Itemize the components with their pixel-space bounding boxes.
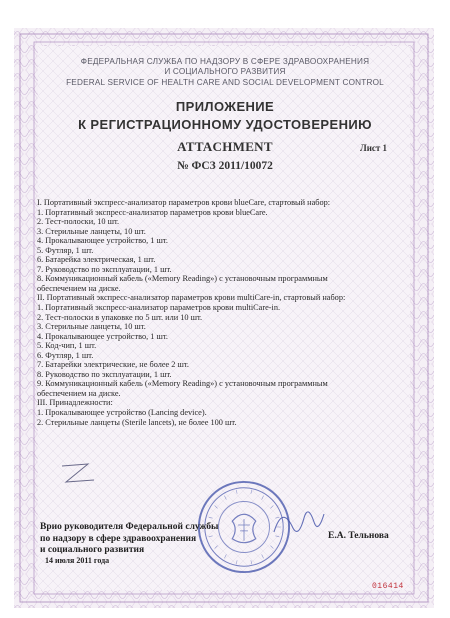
list-item: 2. Тест-полоски, 10 шт.: [37, 217, 120, 227]
list-item: 3. Стерильные ланцеты, 10 шт.: [37, 226, 146, 236]
list-item: 9. Коммуникационный кабель («Memory Reading») с установочным программным: [37, 379, 328, 389]
list-item: III. Принадлежности:: [37, 398, 113, 408]
attachment-label: ATTACHMENT: [177, 139, 273, 154]
issue-date: 14 июля 2011 года: [45, 556, 110, 565]
signatory-title-line3: и социального развития: [40, 545, 145, 555]
list-item: 7. Руководство по эксплуатации, 1 шт.: [37, 264, 172, 274]
signatory-title: [40, 522, 218, 557]
list-item: II. Портативный экспресс-анализатор параметров крови multiCare-in, стартовый набор:: [37, 293, 346, 303]
list-item: 5. Футляр, 1 шт.: [37, 245, 94, 255]
list-item: 4. Прокалывающее устройство, 1 шт.: [37, 236, 168, 246]
serial-number: 016414: [372, 582, 404, 591]
list-item: 7. Батарейки электрические, не более 2 шт.: [37, 360, 189, 370]
list-item: 8. Коммуникационный кабель («Memory Reading») с установочным программным: [37, 274, 328, 284]
registration-number: № ФСЗ 2011/10072: [177, 160, 273, 172]
signer-name: Е.А. Тельнова: [328, 531, 389, 541]
sheet-number: Лист 1: [360, 143, 388, 153]
list-item: 6. Футляр, 1 шт.: [37, 350, 94, 360]
title-line2: К РЕГИСТРАЦИОННОМУ УДОСТОВЕРЕНИЮ: [78, 117, 372, 132]
list-item: I. Портативный экспресс-анализатор параметров крови blueCare, стартовый набор:: [37, 198, 331, 207]
list-item: 1. Портативный экспресс-анализатор параметров крови multiCare-in.: [37, 303, 281, 313]
title-line1: ПРИЛОЖЕНИЕ: [175, 99, 275, 114]
list-item: 2. Тест-полоски в упаковке по 5 шт. или 10 шт.: [37, 312, 203, 322]
agency-name-ru-line2: И СОЦИАЛЬНОГО РАЗВИТИЯ: [164, 67, 286, 76]
list-item: 1. Прокалывающее устройство (Lancing device).: [37, 408, 207, 418]
list-item: 6. Батарейка электрическая, 1 шт.: [37, 255, 156, 265]
list-item: 1. Портативный экспресс-анализатор параметров крови blueCare.: [37, 207, 268, 217]
signatory-title-line1: Врио руководителя Федеральной службы: [40, 522, 219, 532]
contents-list: [37, 198, 412, 427]
agency-name-en: FEDERAL SERVICE OF HEALTH CARE AND SOCIAL DEVELOPMENT CONTROL: [66, 78, 384, 87]
list-item: обеспечением на диске.: [37, 283, 121, 293]
handwritten-signature: [268, 496, 328, 546]
list-item: 4. Прокалывающее устройство, 1 шт.: [37, 331, 168, 341]
list-item: 8. Руководство по эксплуатации, 1 шт.: [37, 369, 172, 379]
agency-name-ru-line1: ФЕДЕРАЛЬНАЯ СЛУЖБА ПО НАДЗОРУ В СФЕРЕ ЗДРАВООХРАНЕНИЯ: [80, 57, 370, 66]
handwritten-mark: [58, 458, 118, 488]
list-item: 2. Стерильные ланцеты (Sterile lancets), не более 100 шт.: [37, 417, 237, 427]
list-item: обеспечением на диске.: [37, 388, 121, 398]
signatory-title-line2: по надзору в сфере здравоохранения: [40, 533, 197, 544]
list-item: 5. Код-чип, 1 шт.: [37, 341, 97, 351]
list-item: 3. Стерильные ланцеты, 10 шт.: [37, 322, 146, 332]
